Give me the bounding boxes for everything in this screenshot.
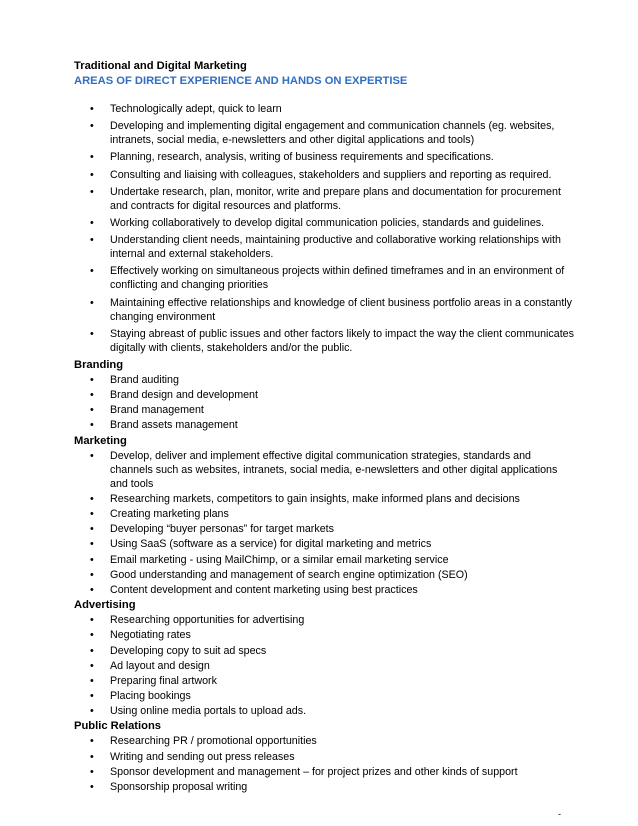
list-item [74, 492, 574, 506]
bullet-icon: • [90, 765, 94, 778]
list-item-text: Content development and content marketing using best practices [110, 583, 418, 596]
list-item-text: Working collaboratively to develop digital communication policies, standards and guidelines. [110, 216, 545, 229]
list-item-text: Email marketing - using MailChimp, or a similar email marketing service [110, 553, 449, 566]
bullet-icon: • [90, 151, 94, 164]
bullet-icon: • [90, 750, 94, 763]
list-item-text: Develop, deliver and implement effective digital communication strategies, standards and channels such as websites, intranets, social media, e-newsletters and other digital applications and tools [110, 449, 558, 490]
list-item-text: Brand auditing [110, 373, 179, 386]
list-item [74, 449, 574, 491]
bullet-icon: • [90, 373, 94, 386]
bullet-icon: • [90, 389, 94, 402]
list-item-text: Brand assets management [110, 419, 238, 432]
bullet-list [74, 734, 574, 794]
list-item-text: Writing and sending out press releases [110, 750, 295, 763]
list-item-text: Sponsorship proposal writing [110, 781, 248, 793]
bullet-icon: • [90, 168, 94, 181]
bullet-icon: • [90, 216, 94, 229]
page-number: - [558, 809, 561, 819]
list-item-text: Consulting and liaising with colleagues, stakeholders and suppliers and reporting as required. [110, 168, 552, 181]
list-item [74, 264, 574, 292]
section-heading: Advertising [74, 599, 136, 612]
bullet-icon: • [90, 296, 94, 309]
list-item [74, 216, 574, 230]
list-item [74, 168, 574, 182]
bullet-icon: • [90, 553, 94, 566]
bullet-icon: • [90, 492, 94, 505]
section-title: Traditional and Digital Marketing [74, 60, 247, 72]
list-item-text: Technologically adept, quick to learn [110, 103, 282, 115]
list-item-text: Sponsor development and management – for project prizes and other kinds of support [110, 765, 518, 778]
bullet-icon: • [90, 568, 94, 581]
bullet-icon: • [90, 690, 94, 703]
bullet-icon: • [90, 265, 94, 278]
bullet-icon: • [90, 185, 94, 198]
list-item-text: Using SaaS (software as a service) for digital marketing and metrics [110, 538, 432, 551]
list-item-text: Developing “buyer personas” for target markets [110, 523, 334, 536]
list-item [74, 327, 574, 355]
list-item [74, 537, 574, 551]
bullet-list [74, 373, 574, 433]
bullet-icon: • [90, 735, 94, 748]
list-item [74, 780, 574, 794]
list-item [74, 568, 574, 582]
bullet-icon: • [90, 234, 94, 247]
bullet-icon: • [90, 508, 94, 520]
list-item-text: Staying abreast of public issues and other factors likely to impact the way the client communicates digitally with clients, stakeholders and/or the public. [110, 327, 574, 354]
list-item-text: Developing copy to suit ad specs [110, 644, 267, 657]
list-item-text: Creating marketing plans [110, 508, 229, 520]
list-item-text: Researching PR / promotional opportunities [110, 735, 317, 748]
section-heading: Public Relations [74, 720, 162, 733]
bullet-icon: • [90, 705, 94, 718]
bullet-icon: • [90, 614, 94, 627]
bullet-icon: • [90, 419, 94, 432]
list-item-text: Preparing final artwork [110, 674, 217, 687]
bullet-icon: • [90, 327, 94, 340]
list-item-text: Brand design and development [110, 389, 258, 402]
list-item [74, 233, 574, 261]
list-item [74, 553, 574, 567]
bullet-icon: • [90, 523, 94, 536]
list-item-text: Good understanding and management of search engine optimization (SEO) [110, 568, 468, 581]
bullet-icon: • [90, 404, 94, 417]
bullet-list [74, 102, 574, 355]
bullet-icon: • [90, 538, 94, 551]
list-item-text: Placing bookings [110, 690, 191, 703]
list-item-text: Developing and implementing digital engagement and communication channels (eg. websites, intranets, social media, e-newsletters and other digital applications and tools) [110, 120, 555, 147]
list-item [74, 522, 574, 536]
bullet-icon: • [90, 659, 94, 672]
resume-page [74, 59, 574, 795]
list-item [74, 750, 574, 764]
list-item [74, 373, 574, 387]
bullet-icon: • [90, 674, 94, 687]
list-item-text: Planning, research, analysis, writing of business requirements and specifications. [110, 151, 494, 164]
list-item-text: Maintaining effective relationships and knowledge of client business portfolio areas in a constantly changing environment [110, 296, 573, 323]
bullet-icon: • [90, 644, 94, 657]
bullet-icon: • [90, 781, 94, 793]
list-item [74, 583, 574, 597]
bullet-list [74, 613, 574, 718]
bullet-icon: • [90, 629, 94, 642]
list-item-text: Negotiating rates [110, 629, 191, 642]
list-item [74, 628, 574, 642]
list-item-text: Researching markets, competitors to gain insights, make informed plans and decisions [110, 492, 520, 505]
list-item [74, 659, 574, 673]
list-item [74, 507, 574, 521]
bullet-icon: • [90, 449, 94, 462]
list-item [74, 102, 574, 116]
list-item [74, 403, 574, 417]
bullet-list [74, 449, 574, 597]
list-item [74, 388, 574, 402]
list-item-text: Ad layout and design [110, 659, 210, 672]
list-item-text: Understanding client needs, maintaining productive and collaborative working relationships with internal and external stakeholders. [110, 234, 561, 261]
list-item [74, 150, 574, 164]
section-subtitle: AREAS OF DIRECT EXPERIENCE AND HANDS ON EXPERTISE [74, 75, 408, 87]
list-item [74, 119, 574, 147]
section-heading: Branding [74, 358, 124, 371]
list-item-text: Undertake research, plan, monitor, write and prepare plans and documentation for procurement and contracts for digital resources and platforms. [110, 185, 561, 212]
list-item-text: Brand management [110, 404, 204, 417]
bullet-icon: • [90, 103, 94, 115]
list-item [74, 689, 574, 703]
list-item [74, 296, 574, 324]
list-item [74, 644, 574, 658]
list-item [74, 765, 574, 779]
list-item [74, 418, 574, 432]
list-item [74, 674, 574, 688]
sections-container [74, 102, 574, 794]
list-item-text: Effectively working on simultaneous projects within defined timeframes and in an environment of conflicting and changing priorities [110, 265, 565, 292]
bullet-icon: • [90, 120, 94, 133]
list-item [74, 734, 574, 748]
list-item-text: Using online media portals to upload ads. [110, 705, 307, 718]
list-item-text: Researching opportunities for advertising [110, 614, 305, 627]
list-item [74, 185, 574, 213]
section-heading: Marketing [74, 434, 127, 447]
bullet-icon: • [90, 583, 94, 596]
list-item [74, 704, 574, 718]
list-item [74, 613, 574, 627]
